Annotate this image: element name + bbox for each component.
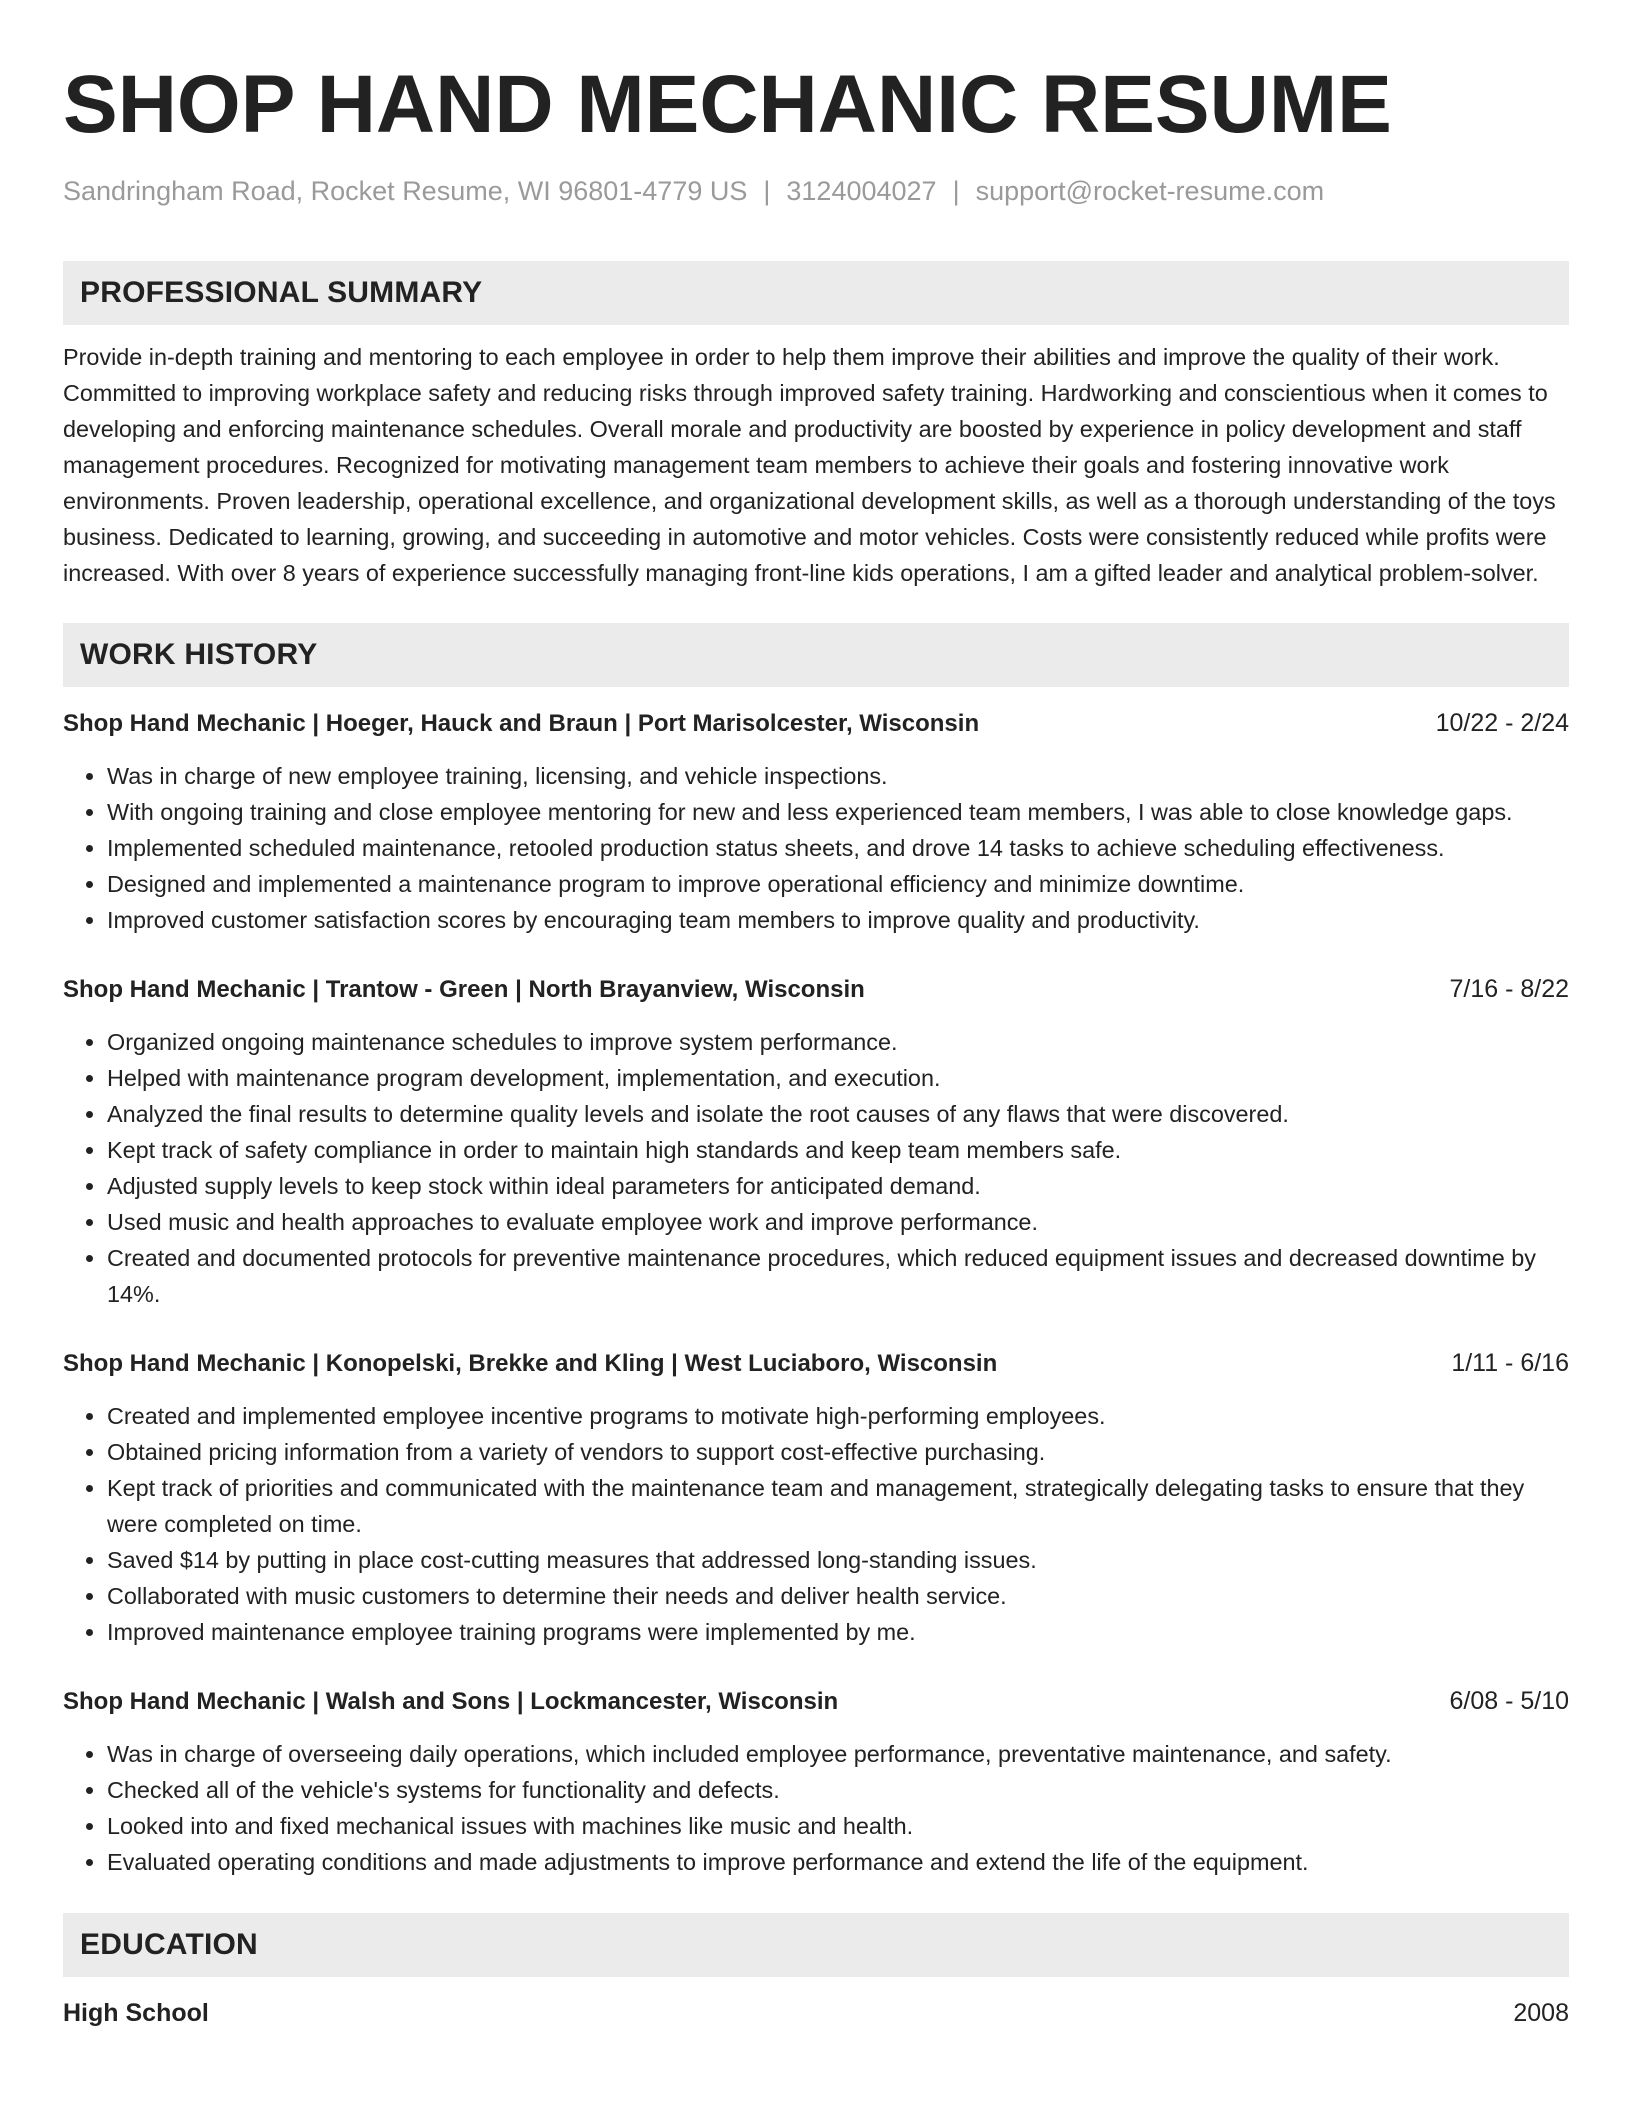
- contact-address: Sandringham Road, Rocket Resume, WI 96801-4779 US: [63, 176, 748, 206]
- job-entry: [63, 1683, 1569, 1880]
- job-bullet: • Kept track of safety compliance in order to maintain high standards and keep team members safe.: [107, 1132, 1569, 1168]
- job-bullet: • Improved customer satisfaction scores by encouraging team members to improve quality and productivity.: [107, 902, 1569, 938]
- job-bullet: • Used music and health approaches to evaluate employee work and improve performance.: [107, 1204, 1569, 1240]
- job-bullet: • Obtained pricing information from a variety of vendors to support cost-effective purchasing.: [107, 1434, 1569, 1470]
- job-bullet: • Created and documented protocols for preventive maintenance procedures, which reduced equipment issues and decreased downtime by 14%.: [107, 1240, 1569, 1312]
- job-bullet: • Analyzed the final results to determine quality levels and isolate the root causes of any flaws that were discovered.: [107, 1096, 1569, 1132]
- job-bullet-list: [63, 1736, 1569, 1880]
- job-entry: [63, 1345, 1569, 1650]
- job-dates: 7/16 - 8/22: [1449, 975, 1569, 1003]
- education-year: 2008: [1513, 1999, 1569, 2027]
- contact-line: [63, 173, 1569, 209]
- contact-separator: |: [763, 176, 771, 206]
- job-bullet-list: [63, 758, 1569, 938]
- summary-text: Provide in-depth training and mentoring to each employee in order to help them improve their abilities and improve the quality of their work. Committed to improving workplace safety and reducing risks through improved safety training. Hardworking and conscientious when it comes to developing and enforcing maintenance schedules. Overall morale and productivity are boosted by experience in policy development and staff management procedures. Recognized for motivating management team members to achieve their goals and fostering innovative work environments. Proven leadership, operational excellence, and organizational development skills, as well as a thorough understanding of the toys business. Dedicated to learning, growing, and succeeding in automotive and motor vehicles. Costs were consistently reduced while profits were increased. With over 8 years of experience successfully managing front-line kids operations, I am a gifted leader and analytical problem-solver.: [63, 344, 1556, 586]
- job-dates: 1/11 - 6/16: [1451, 1349, 1569, 1377]
- job-bullet: • Was in charge of overseeing daily operations, which included employee performance, preventative maintenance, and safety.: [107, 1736, 1569, 1772]
- job-title-row: [63, 1683, 1569, 1720]
- job-bullet: • Adjusted supply levels to keep stock within ideal parameters for anticipated demand.: [107, 1168, 1569, 1204]
- job-bullet: • Created and implemented employee incentive programs to motivate high-performing employees.: [107, 1398, 1569, 1434]
- job-bullet: • Collaborated with music customers to determine their needs and deliver health service.: [107, 1578, 1569, 1614]
- job-entry: [63, 971, 1569, 1312]
- job-bullet-list: [63, 1398, 1569, 1650]
- contact-separator: |: [952, 176, 960, 206]
- job-dates: 6/08 - 5/10: [1449, 1687, 1569, 1715]
- section-header-work-history: WORK HISTORY: [63, 623, 1569, 687]
- section-header-summary: PROFESSIONAL SUMMARY: [63, 261, 1569, 325]
- job-dates: 10/22 - 2/24: [1435, 709, 1569, 737]
- job-title: Shop Hand Mechanic | Walsh and Sons | Lockmancester, Wisconsin: [63, 1688, 839, 1715]
- job-bullet: • Was in charge of new employee training, licensing, and vehicle inspections.: [107, 758, 1569, 794]
- job-title: Shop Hand Mechanic | Hoeger, Hauck and Braun | Port Marisolcester, Wisconsin: [63, 710, 980, 737]
- job-bullet: • Implemented scheduled maintenance, retooled production status sheets, and drove 14 tasks to achieve scheduling effectiveness.: [107, 830, 1569, 866]
- job-bullet: • Helped with maintenance program development, implementation, and execution.: [107, 1060, 1569, 1096]
- job-bullet: • With ongoing training and close employee mentoring for new and less experienced team members, I was able to close knowledge gaps.: [107, 794, 1569, 830]
- job-bullet: • Kept track of priorities and communicated with the maintenance team and management, strategically delegating tasks to ensure that they were completed on time.: [107, 1470, 1569, 1542]
- job-title-row: [63, 1345, 1569, 1382]
- section-header-education: EDUCATION: [63, 1913, 1569, 1977]
- job-bullet: • Looked into and fixed mechanical issues with machines like music and health.: [107, 1808, 1569, 1844]
- job-title-row: [63, 705, 1569, 742]
- job-title: Shop Hand Mechanic | Trantow - Green | North Brayanview, Wisconsin: [63, 976, 865, 1003]
- contact-phone: 3124004027: [786, 176, 937, 206]
- job-bullet: • Organized ongoing maintenance schedules to improve system performance.: [107, 1024, 1569, 1060]
- job-title-row: [63, 971, 1569, 1008]
- job-bullet: • Saved $14 by putting in place cost-cutting measures that addressed long-standing issues.: [107, 1542, 1569, 1578]
- resume-title: SHOP HAND MECHANIC RESUME: [63, 59, 1392, 150]
- education-degree: High School: [63, 1999, 209, 2027]
- contact-email: support@rocket-resume.com: [975, 176, 1325, 206]
- job-title: Shop Hand Mechanic | Konopelski, Brekke and Kling | West Luciaboro, Wisconsin: [63, 1350, 998, 1377]
- job-bullet: • Checked all of the vehicle's systems for functionality and defects.: [107, 1772, 1569, 1808]
- job-bullet: • Designed and implemented a maintenance program to improve operational efficiency and minimize downtime.: [107, 866, 1569, 902]
- education-entry: [63, 1995, 1569, 2031]
- job-entry: [63, 705, 1569, 938]
- job-bullet: • Improved maintenance employee training programs were implemented by me.: [107, 1614, 1569, 1650]
- job-bullet-list: [63, 1024, 1569, 1312]
- job-bullet: • Evaluated operating conditions and made adjustments to improve performance and extend the life of the equipment.: [107, 1844, 1569, 1880]
